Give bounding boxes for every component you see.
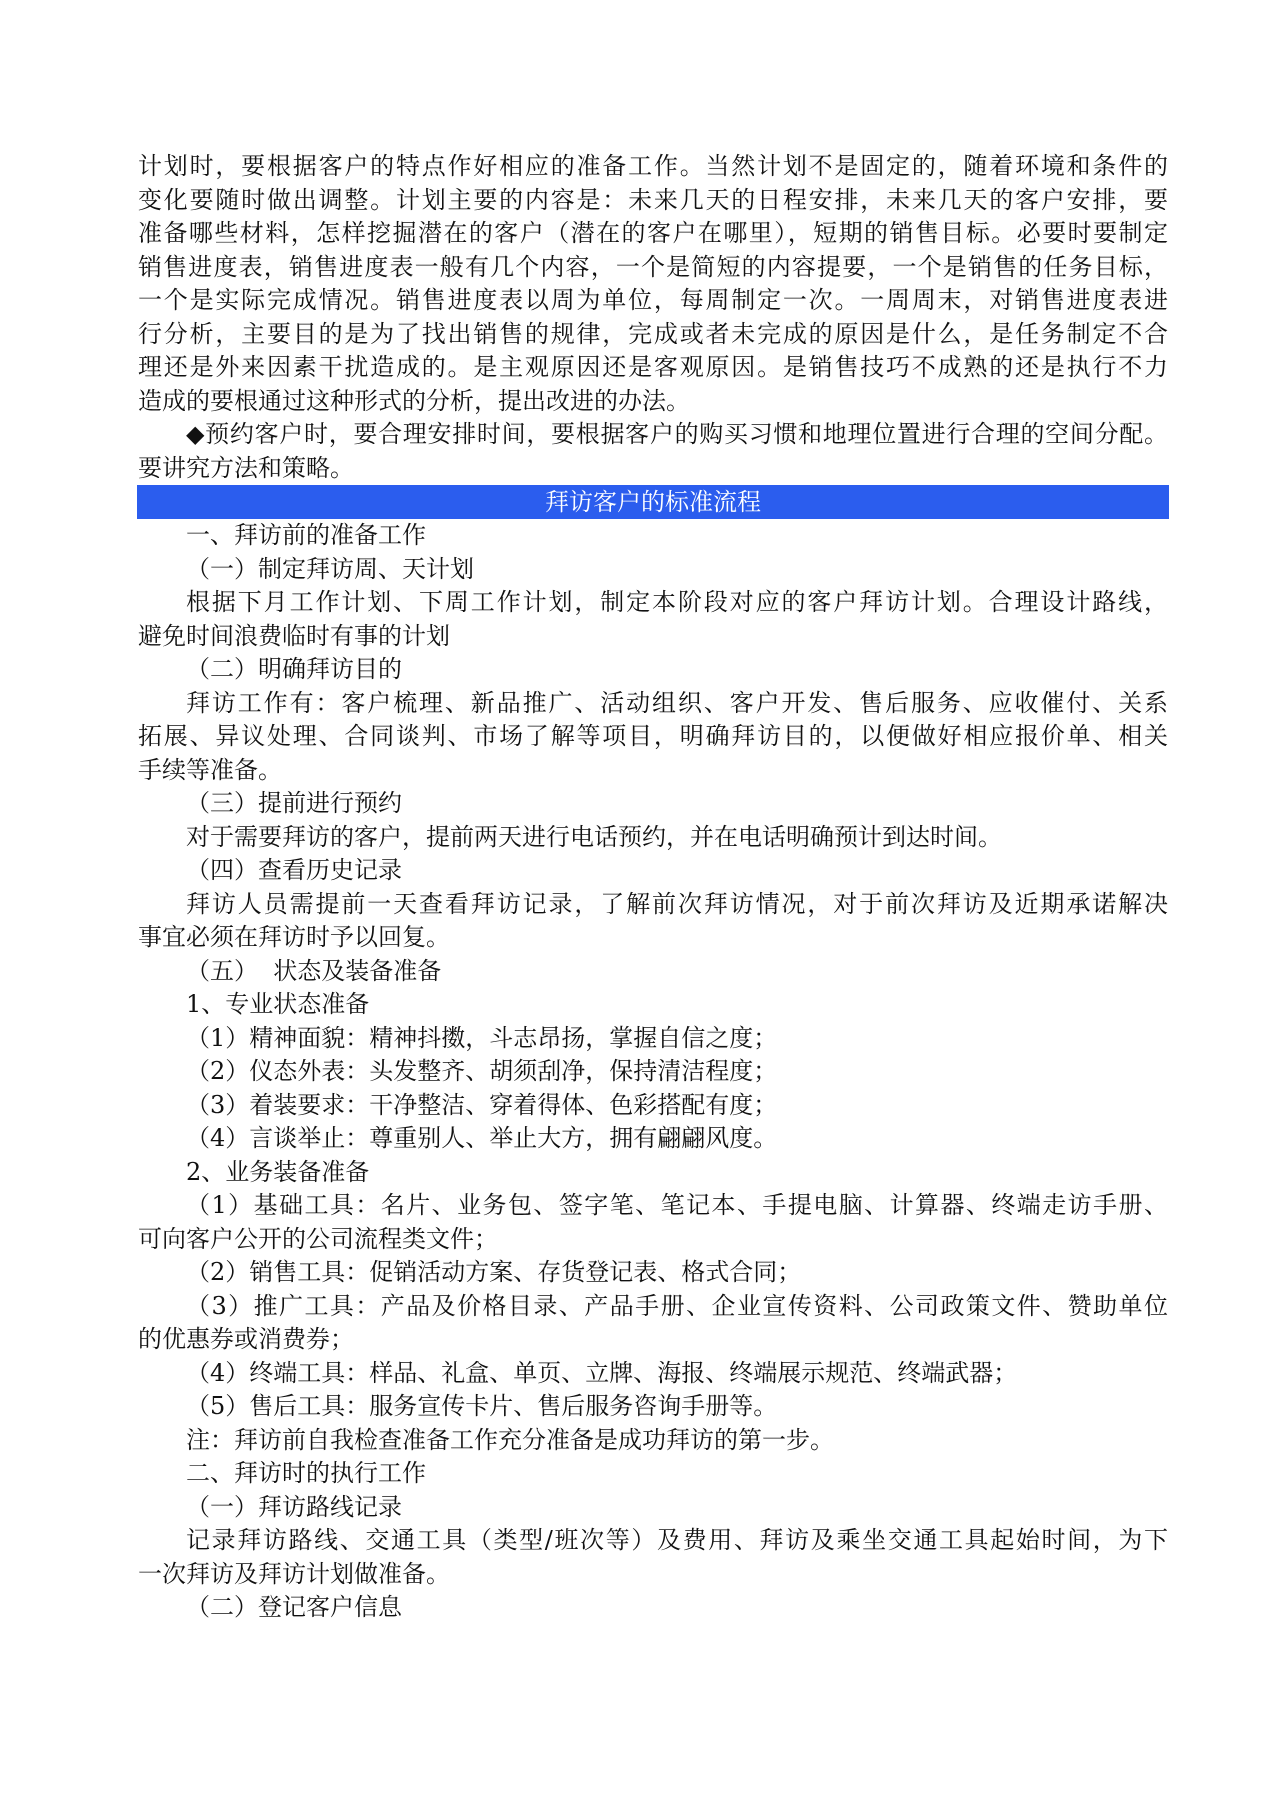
paragraph-line: 一次拜访及拜访计划做准备。 [138,1559,450,1588]
paragraph-line: 造成的要根通过这种形式的分析，提出改进的办法。 [138,386,690,415]
list-item: （2）仪态外表：头发整齐、胡须刮净，保持清洁程度； [186,1057,778,1085]
document-page [138,150,1168,1625]
list-item-continuation: 的优惠券或消费券； [138,1325,354,1353]
subsection-heading: （三）提前进行预约 [186,789,402,817]
list-item: （1）精神面貌：精神抖擞，斗志昂扬，掌握自信之度； [186,1023,778,1052]
sub-subsection-heading: 1、专业状态准备 [186,990,370,1018]
paragraph-line: 避免时间浪费临时有事的计划 [138,621,450,650]
list-item: （2）销售工具：促销活动方案、存货登记表、格式合同； [186,1258,802,1286]
list-item: （1）基础工具：名片、业务包、签字笔、笔记本、手提电脑、计算器、终端走访手册、 [186,1191,1168,1219]
paragraph-line: 事宜必须在拜访时予以回复。 [138,923,450,951]
paragraph-line: 变化要随时做出调整。计划主要的内容是：未来几天的日程安排，未来几天的客户安排，要 [138,185,1168,214]
section-banner: 拜访客户的标准流程 [137,485,1169,519]
paragraph-line: 根据下月工作计划、下周工作计划，制定本阶段对应的客户拜访计划。合理设计路线， [186,588,1168,616]
sub-subsection-heading: 2、业务装备准备 [186,1157,370,1186]
list-item-continuation: 可向客户公开的公司流程类文件； [138,1224,498,1253]
note-line: 注：拜访前自我检查准备工作充分准备是成功拜访的第一步。 [186,1425,834,1454]
section-heading: 二、拜访时的执行工作 [186,1459,426,1487]
paragraph-line: 对于需要拜访的客户，提前两天进行电话预约，并在电话明确预计到达时间。 [186,822,1002,851]
subsection-heading: （一）制定拜访周、天计划 [186,554,474,583]
list-item: （3）推广工具：产品及价格目录、产品手册、企业宣传资料、公司政策文件、赞助单位 [186,1291,1168,1320]
subsection-heading: （五） 状态及装备准备 [186,956,442,985]
subsection-heading: （二）登记客户信息 [186,1593,402,1621]
paragraph-line: 手续等准备。 [138,755,282,784]
appointment-paragraph-line: 要讲究方法和策略。 [138,453,354,482]
paragraph-line: 记录拜访路线、交通工具（类型/班次等）及费用、拜访及乘坐交通工具起始时间，为下 [186,1526,1168,1554]
paragraph-line: 拓展、异议处理、合同谈判、市场了解等项目，明确拜访目的，以便做好相应报价单、相关 [138,722,1168,750]
subsection-heading: （二）明确拜访目的 [186,655,402,683]
list-item: （3）着装要求：干净整洁、穿着得体、色彩搭配有度； [186,1090,778,1119]
paragraph-line: 销售进度表，销售进度表一般有几个内容，一个是简短的内容提要，一个是销售的任务目标， [138,252,1168,281]
paragraph-line: 行分析，主要目的是为了找出销售的规律，完成或者未完成的原因是什么，是任务制定不合 [138,319,1168,348]
paragraph-line: 拜访人员需提前一天查看拜访记录，了解前次拜访情况，对于前次拜访及近期承诺解决 [186,889,1168,918]
list-item: （4）言谈举止：尊重别人、举止大方，拥有翩翩风度。 [186,1124,778,1152]
paragraph-line: 准备哪些材料，怎样挖掘潜在的客户（潜在的客户在哪里），短期的销售目标。必要时要制定 [138,219,1168,247]
paragraph-line: 理还是外来因素干扰造成的。是主观原因还是客观原因。是销售技巧不成熟的还是执行不力 [138,353,1168,381]
paragraph-line: 一个是实际完成情况。销售进度表以周为单位，每周制定一次。一周周末，对销售进度表进 [138,286,1168,314]
paragraph-line: 计划时，要根据客户的特点作好相应的准备工作。当然计划不是固定的，随着环境和条件的 [138,152,1168,180]
subsection-heading: （四）查看历史记录 [186,856,402,884]
section-heading: 一、拜访前的准备工作 [186,521,426,549]
list-item: （4）终端工具：样品、礼盒、单页、立牌、海报、终端展示规范、终端武器； [186,1358,1018,1387]
paragraph-line: 拜访工作有：客户梳理、新品推广、活动组织、客户开发、售后服务、应收催付、关系 [186,688,1168,717]
subsection-heading: （一）拜访路线记录 [186,1492,402,1521]
list-item: （5）售后工具：服务宣传卡片、售后服务咨询手册等。 [186,1392,778,1420]
appointment-paragraph-line: ◆预约客户时，要合理安排时间，要根据客户的购买习惯和地理位置进行合理的空间分配。 [186,420,1168,448]
